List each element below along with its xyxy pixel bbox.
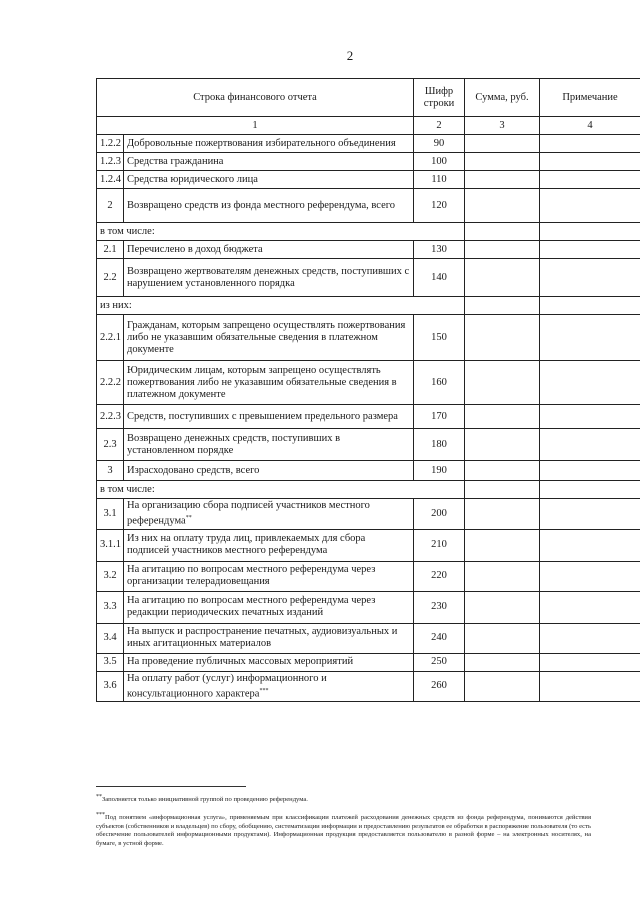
line-code: 150 — [414, 315, 465, 361]
sum-cell — [465, 223, 540, 241]
line-description: Средства юридического лица — [124, 171, 414, 189]
header-note: Примечание — [540, 79, 640, 117]
line-number: 3.4 — [97, 623, 124, 653]
line-code: 210 — [414, 529, 465, 561]
note-cell — [540, 481, 640, 499]
table-row — [97, 671, 640, 702]
note-cell — [540, 361, 640, 405]
line-code: 110 — [414, 171, 465, 189]
table-row — [97, 529, 640, 561]
note-cell — [540, 561, 640, 591]
line-number: 2.2.2 — [97, 361, 124, 405]
footnote: ***Под понятием «информационная услуга», применяемым при классификации платежей расходования денежных средств из фонда референдума, понимаются действия субъектов (собственников и владельцев) по сбору, обобщению, систематизации информации и предоставлению результатов ее обработки в распоряжение пользователя (то есть обеспечение пользователей информационными продуктами). Информационная продукция предоставляется пользователю в разной форме – на электронных носителях, на бумаге, в устной форме. — [96, 811, 591, 847]
line-code: 160 — [414, 361, 465, 405]
line-code: 240 — [414, 623, 465, 653]
sum-cell — [465, 241, 540, 259]
sum-cell — [465, 529, 540, 561]
line-code: 230 — [414, 591, 465, 623]
line-code: 260 — [414, 671, 465, 702]
sum-cell — [465, 171, 540, 189]
note-cell — [540, 259, 640, 297]
table-row — [97, 361, 640, 405]
sum-cell — [465, 189, 540, 223]
note-cell — [540, 405, 640, 429]
note-cell — [540, 241, 640, 259]
line-description: На оплату работ (услуг) информационного и консультационного характера*** — [124, 671, 414, 702]
line-description: Юридическим лицам, которым запрещено осуществлять пожертвования либо не указавшим обязательные сведения в платежном документе — [124, 361, 414, 405]
line-description: Возвращено денежных средств, поступивших в установленном порядке — [124, 429, 414, 461]
footnote-list — [96, 793, 591, 848]
footnote-marker: *** — [259, 687, 269, 694]
note-cell — [540, 529, 640, 561]
header-line-code: Шифр строки — [414, 79, 465, 117]
line-code: 190 — [414, 461, 465, 481]
note-cell — [540, 499, 640, 530]
table-row — [97, 241, 640, 259]
line-description: Гражданам, которым запрещено осуществлять пожертвования либо не указавшим обязательные сведения в платежном документе — [124, 315, 414, 361]
table-row — [97, 623, 640, 653]
line-code: 220 — [414, 561, 465, 591]
report-body — [97, 135, 640, 702]
footnote-marker: ** — [185, 515, 192, 521]
line-description: Добровольные пожертвования избирательного объединения — [124, 135, 414, 153]
line-description: Возвращено жертвователям денежных средств, поступивших с нарушением установленного порядка — [124, 259, 414, 297]
sum-cell — [465, 315, 540, 361]
sum-cell — [465, 653, 540, 671]
line-number: 3.2 — [97, 561, 124, 591]
index-note: 4 — [540, 117, 640, 135]
line-number: 1.2.3 — [97, 153, 124, 171]
line-code: 250 — [414, 653, 465, 671]
line-code: 100 — [414, 153, 465, 171]
table-row — [97, 189, 640, 223]
line-number: 3.5 — [97, 653, 124, 671]
table-row — [97, 461, 640, 481]
line-code: 120 — [414, 189, 465, 223]
note-cell — [540, 591, 640, 623]
note-cell — [540, 461, 640, 481]
line-description: Возвращено средств из фонда местного референдума, всего — [124, 189, 414, 223]
header-sum: Сумма, руб. — [465, 79, 540, 117]
sum-cell — [465, 405, 540, 429]
sum-cell — [465, 429, 540, 461]
financial-report-table — [96, 78, 640, 702]
table-row — [97, 561, 640, 591]
note-cell — [540, 623, 640, 653]
line-code: 200 — [414, 499, 465, 530]
line-number: 2 — [97, 189, 124, 223]
index-sum: 3 — [465, 117, 540, 135]
table-subheading-row — [97, 223, 640, 241]
table-row — [97, 591, 640, 623]
index-report-line: 1 — [97, 117, 414, 135]
line-number: 2.1 — [97, 241, 124, 259]
line-description: На организацию сбора подписей участников местного референдума** — [124, 499, 414, 530]
line-number: 3 — [97, 461, 124, 481]
table-row — [97, 135, 640, 153]
table-row — [97, 315, 640, 361]
table-row — [97, 171, 640, 189]
header-report-line: Строка финансового отчета — [97, 79, 414, 117]
line-number: 3.1.1 — [97, 529, 124, 561]
line-number: 2.2.1 — [97, 315, 124, 361]
note-cell — [540, 671, 640, 702]
note-cell — [540, 135, 640, 153]
line-description: На проведение публичных массовых мероприятий — [124, 653, 414, 671]
line-description: На агитацию по вопросам местного референдума через организации телерадиовещания — [124, 561, 414, 591]
sum-cell — [465, 481, 540, 499]
line-number: 2.3 — [97, 429, 124, 461]
line-number: 2.2.3 — [97, 405, 124, 429]
note-cell — [540, 297, 640, 315]
line-description: Перечислено в доход бюджета — [124, 241, 414, 259]
sum-cell — [465, 361, 540, 405]
table-row — [97, 429, 640, 461]
subheading-label: в том числе: — [97, 223, 465, 241]
sum-cell — [465, 623, 540, 653]
line-number: 3.1 — [97, 499, 124, 530]
line-description: На выпуск и распространение печатных, аудиовизуальных и иных агитационных материалов — [124, 623, 414, 653]
line-description: Средства гражданина — [124, 153, 414, 171]
table-row — [97, 405, 640, 429]
line-description: Средств, поступивших с превышением предельного размера — [124, 405, 414, 429]
line-number: 1.2.2 — [97, 135, 124, 153]
line-description: Израсходовано средств, всего — [124, 461, 414, 481]
line-description: На агитацию по вопросам местного референдума через редакции периодических печатных изданий — [124, 591, 414, 623]
sum-cell — [465, 461, 540, 481]
sum-cell — [465, 259, 540, 297]
table-subheading-row — [97, 297, 640, 315]
note-cell — [540, 171, 640, 189]
table-row — [97, 259, 640, 297]
subheading-label: в том числе: — [97, 481, 465, 499]
subheading-label: из них: — [97, 297, 465, 315]
index-line-code: 2 — [414, 117, 465, 135]
line-number: 3.3 — [97, 591, 124, 623]
footnotes — [96, 786, 591, 854]
table-row — [97, 499, 640, 530]
line-description: Из них на оплату труда лиц, привлекаемых для сбора подписей участников местного референдума — [124, 529, 414, 561]
note-cell — [540, 223, 640, 241]
line-code: 140 — [414, 259, 465, 297]
note-cell — [540, 153, 640, 171]
line-code: 130 — [414, 241, 465, 259]
sum-cell — [465, 297, 540, 315]
table-subheading-row — [97, 481, 640, 499]
note-cell — [540, 653, 640, 671]
footnote-rule — [96, 786, 246, 787]
line-number: 2.2 — [97, 259, 124, 297]
table-row — [97, 153, 640, 171]
sum-cell — [465, 591, 540, 623]
sum-cell — [465, 135, 540, 153]
line-code: 90 — [414, 135, 465, 153]
sum-cell — [465, 671, 540, 702]
page-number: 2 — [346, 48, 354, 63]
note-cell — [540, 429, 640, 461]
line-code: 180 — [414, 429, 465, 461]
line-number: 1.2.4 — [97, 171, 124, 189]
sum-cell — [465, 561, 540, 591]
footnote: **Заполняется только инициативной группой по проведению референдума. — [96, 794, 308, 804]
sum-cell — [465, 499, 540, 530]
line-number: 3.6 — [97, 671, 124, 702]
line-code: 170 — [414, 405, 465, 429]
note-cell — [540, 315, 640, 361]
sum-cell — [465, 153, 540, 171]
table-row — [97, 653, 640, 671]
note-cell — [540, 189, 640, 223]
